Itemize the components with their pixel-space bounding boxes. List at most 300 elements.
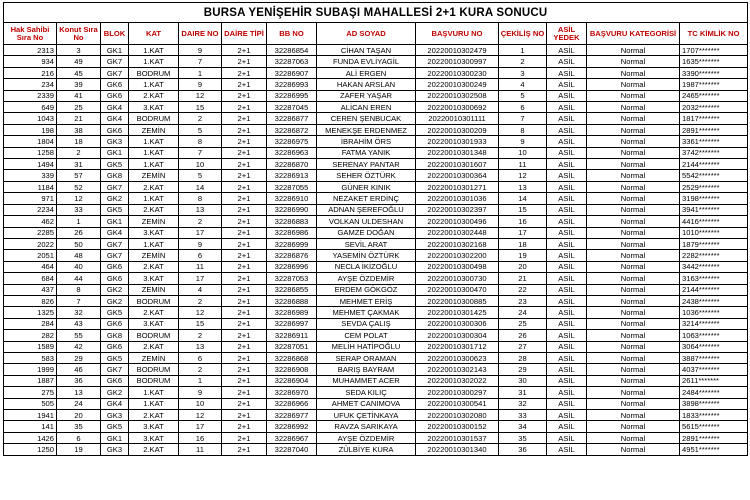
cekilis-no-cell: 25 xyxy=(499,318,547,329)
blok-cell: GK7 xyxy=(101,67,129,78)
sahip-sira-cell: 826 xyxy=(4,295,57,306)
table-row xyxy=(4,79,748,90)
ad-soyad-cell: ERDEM GÖKGÖZ xyxy=(317,284,416,295)
cekilis-no-cell: 15 xyxy=(499,204,547,215)
sahip-sira-cell: 339 xyxy=(4,170,57,181)
tc-kimlik-cell: 2032******* xyxy=(680,102,748,113)
asil-yedek-cell: ASİL xyxy=(547,352,587,363)
tc-kimlik-cell: 3941******* xyxy=(680,204,748,215)
sahip-sira-cell: 141 xyxy=(4,421,57,432)
kat-cell: BODRUM xyxy=(129,67,179,78)
kat-cell: BODRUM xyxy=(129,330,179,341)
sahip-sira-cell: 275 xyxy=(4,387,57,398)
blok-cell: GK8 xyxy=(101,330,129,341)
konut-sira-cell: 26 xyxy=(57,227,101,238)
basvuru-kategorisi-cell: Normal xyxy=(587,387,680,398)
blok-cell: GK2 xyxy=(101,295,129,306)
kat-cell: ZEMİN xyxy=(129,284,179,295)
ad-soyad-cell: NECLA İKİZOĞLU xyxy=(317,261,416,272)
basvuru-no-cell: 20220010302143 xyxy=(416,364,499,375)
asil-yedek-cell: ASİL xyxy=(547,90,587,101)
kat-cell: 3.KAT xyxy=(129,432,179,443)
kat-cell: 2.KAT xyxy=(129,181,179,192)
asil-yedek-cell: ASİL xyxy=(547,193,587,204)
daire-tipi-cell: 2+1 xyxy=(222,170,267,181)
bb-no-cell: 32287053 xyxy=(267,273,317,284)
ad-soyad-cell: RAVZA SARIKAYA xyxy=(317,421,416,432)
asil-yedek-cell: ASİL xyxy=(547,181,587,192)
cekilis-no-cell: 24 xyxy=(499,307,547,318)
blok-cell: GK6 xyxy=(101,341,129,352)
ad-soyad-cell: CEREN ŞENBUCAK xyxy=(317,113,416,124)
table-row xyxy=(4,56,748,67)
daire-no-cell: 1 xyxy=(179,375,222,386)
basvuru-kategorisi-cell: Normal xyxy=(587,284,680,295)
daire-tipi-cell: 2+1 xyxy=(222,113,267,124)
basvuru-kategorisi-cell: Normal xyxy=(587,45,680,56)
daire-no-cell: 14 xyxy=(179,181,222,192)
sahip-sira-cell: 1941 xyxy=(4,410,57,421)
column-header: Hak Sahibi Sıra No xyxy=(4,23,57,45)
basvuru-kategorisi-cell: Normal xyxy=(587,113,680,124)
konut-sira-cell: 18 xyxy=(57,136,101,147)
bb-no-cell: 32286975 xyxy=(267,136,317,147)
kat-cell: BODRUM xyxy=(129,295,179,306)
asil-yedek-cell: ASİL xyxy=(547,261,587,272)
table-row xyxy=(4,387,748,398)
blok-cell: GK6 xyxy=(101,79,129,90)
bb-no-cell: 32287055 xyxy=(267,181,317,192)
cekilis-no-cell: 21 xyxy=(499,273,547,284)
sahip-sira-cell: 2051 xyxy=(4,250,57,261)
daire-no-cell: 4 xyxy=(179,284,222,295)
daire-tipi-cell: 2+1 xyxy=(222,375,267,386)
blok-cell: GK4 xyxy=(101,102,129,113)
asil-yedek-cell: ASİL xyxy=(547,410,587,421)
blok-cell: GK2 xyxy=(101,193,129,204)
blok-cell: GK7 xyxy=(101,56,129,67)
daire-tipi-cell: 2+1 xyxy=(222,273,267,284)
kat-cell: 1.KAT xyxy=(129,79,179,90)
sahip-sira-cell: 2313 xyxy=(4,45,57,56)
basvuru-kategorisi-cell: Normal xyxy=(587,67,680,78)
bb-no-cell: 32286977 xyxy=(267,410,317,421)
konut-sira-cell: 31 xyxy=(57,159,101,170)
asil-yedek-cell: ASİL xyxy=(547,170,587,181)
daire-no-cell: 11 xyxy=(179,261,222,272)
daire-no-cell: 12 xyxy=(179,307,222,318)
asil-yedek-cell: ASİL xyxy=(547,124,587,135)
daire-no-cell: 13 xyxy=(179,204,222,215)
daire-tipi-cell: 2+1 xyxy=(222,136,267,147)
basvuru-kategorisi-cell: Normal xyxy=(587,341,680,352)
ad-soyad-cell: SEDA KILIÇ xyxy=(317,387,416,398)
kat-cell: 2.KAT xyxy=(129,307,179,318)
basvuru-no-cell: 20220010301537 xyxy=(416,432,499,443)
basvuru-kategorisi-cell: Normal xyxy=(587,79,680,90)
tc-kimlik-cell: 1987******* xyxy=(680,79,748,90)
bb-no-cell: 32286967 xyxy=(267,432,317,443)
tc-kimlik-cell: 3887******* xyxy=(680,352,748,363)
table-row xyxy=(4,113,748,124)
kat-cell: 3.KAT xyxy=(129,421,179,432)
cekilis-no-cell: 7 xyxy=(499,113,547,124)
konut-sira-cell: 6 xyxy=(57,432,101,443)
tc-kimlik-cell: 4951******* xyxy=(680,444,748,455)
bb-no-cell: 32287051 xyxy=(267,341,317,352)
ad-soyad-cell: UFUK ÇETİNKAYA xyxy=(317,410,416,421)
asil-yedek-cell: ASİL xyxy=(547,387,587,398)
ad-soyad-cell: SERAP ORAMAN xyxy=(317,352,416,363)
daire-no-cell: 9 xyxy=(179,238,222,249)
blok-cell: GK3 xyxy=(101,410,129,421)
table-row xyxy=(4,444,748,455)
basvuru-kategorisi-cell: Normal xyxy=(587,56,680,67)
table-row xyxy=(4,90,748,101)
tc-kimlik-cell: 2144******* xyxy=(680,284,748,295)
asil-yedek-cell: ASİL xyxy=(547,147,587,158)
basvuru-kategorisi-cell: Normal xyxy=(587,273,680,284)
ad-soyad-cell: ALİCAN EREN xyxy=(317,102,416,113)
tc-kimlik-cell: 4037******* xyxy=(680,364,748,375)
basvuru-kategorisi-cell: Normal xyxy=(587,147,680,158)
sahip-sira-cell: 464 xyxy=(4,261,57,272)
cekilis-no-cell: 28 xyxy=(499,352,547,363)
asil-yedek-cell: ASİL xyxy=(547,113,587,124)
tc-kimlik-cell: 1707******* xyxy=(680,45,748,56)
sahip-sira-cell: 583 xyxy=(4,352,57,363)
ad-soyad-cell: AHMET CANIMOVA xyxy=(317,398,416,409)
table-row xyxy=(4,421,748,432)
blok-cell: GK3 xyxy=(101,444,129,455)
bb-no-cell: 32286904 xyxy=(267,375,317,386)
ad-soyad-cell: GÜNER KINIK xyxy=(317,181,416,192)
table-row xyxy=(4,67,748,78)
tc-kimlik-cell: 2465******* xyxy=(680,90,748,101)
kat-cell: BODRUM xyxy=(129,364,179,375)
blok-cell: GK7 xyxy=(101,250,129,261)
sahip-sira-cell: 1258 xyxy=(4,147,57,158)
kat-cell: 1.KAT xyxy=(129,159,179,170)
basvuru-no-cell: 20220010300541 xyxy=(416,398,499,409)
daire-tipi-cell: 2+1 xyxy=(222,410,267,421)
ad-soyad-cell: MENEKŞE ERDENMEZ xyxy=(317,124,416,135)
blok-cell: GK5 xyxy=(101,352,129,363)
asil-yedek-cell: ASİL xyxy=(547,216,587,227)
cekilis-no-cell: 30 xyxy=(499,375,547,386)
sahip-sira-cell: 282 xyxy=(4,330,57,341)
kat-cell: 2.KAT xyxy=(129,90,179,101)
column-header: DAIRE NO xyxy=(179,23,222,45)
blok-cell: GK4 xyxy=(101,227,129,238)
basvuru-no-cell: 20220010301111 xyxy=(416,113,499,124)
asil-yedek-cell: ASİL xyxy=(547,375,587,386)
tc-kimlik-cell: 1879******* xyxy=(680,238,748,249)
daire-tipi-cell: 2+1 xyxy=(222,204,267,215)
asil-yedek-cell: ASİL xyxy=(547,45,587,56)
blok-cell: GK1 xyxy=(101,147,129,158)
konut-sira-cell: 21 xyxy=(57,113,101,124)
basvuru-no-cell: 20220010301348 xyxy=(416,147,499,158)
konut-sira-cell: 44 xyxy=(57,273,101,284)
sahip-sira-cell: 1494 xyxy=(4,159,57,170)
basvuru-no-cell: 20220010301036 xyxy=(416,193,499,204)
sahip-sira-cell: 2234 xyxy=(4,204,57,215)
daire-no-cell: 17 xyxy=(179,273,222,284)
bb-no-cell: 32286986 xyxy=(267,227,317,238)
daire-tipi-cell: 2+1 xyxy=(222,159,267,170)
bb-no-cell: 32286966 xyxy=(267,398,317,409)
basvuru-no-cell: 20220010302448 xyxy=(416,227,499,238)
sahip-sira-cell: 1043 xyxy=(4,113,57,124)
basvuru-kategorisi-cell: Normal xyxy=(587,364,680,375)
konut-sira-cell: 57 xyxy=(57,170,101,181)
asil-yedek-cell: ASİL xyxy=(547,307,587,318)
basvuru-kategorisi-cell: Normal xyxy=(587,330,680,341)
blok-cell: GK7 xyxy=(101,364,129,375)
daire-tipi-cell: 2+1 xyxy=(222,79,267,90)
blok-cell: GK6 xyxy=(101,273,129,284)
daire-tipi-cell: 2+1 xyxy=(222,102,267,113)
tc-kimlik-cell: 2891******* xyxy=(680,124,748,135)
ad-soyad-cell: HAKAN ARSLAN xyxy=(317,79,416,90)
blok-cell: GK6 xyxy=(101,124,129,135)
basvuru-no-cell: 20220010302397 xyxy=(416,204,499,215)
table-row xyxy=(4,307,748,318)
sahip-sira-cell: 934 xyxy=(4,56,57,67)
daire-no-cell: 6 xyxy=(179,352,222,363)
tc-kimlik-cell: 4416******* xyxy=(680,216,748,227)
blok-cell: GK1 xyxy=(101,432,129,443)
ad-soyad-cell: İBRAHİM ÖRS xyxy=(317,136,416,147)
cekilis-no-cell: 31 xyxy=(499,387,547,398)
konut-sira-cell: 43 xyxy=(57,318,101,329)
table-row xyxy=(4,410,748,421)
daire-no-cell: 9 xyxy=(179,79,222,90)
kat-cell: 1.KAT xyxy=(129,147,179,158)
table-row xyxy=(4,261,748,272)
daire-tipi-cell: 2+1 xyxy=(222,90,267,101)
konut-sira-cell: 36 xyxy=(57,375,101,386)
konut-sira-cell: 2 xyxy=(57,147,101,158)
table-row xyxy=(4,216,748,227)
sahip-sira-cell: 2285 xyxy=(4,227,57,238)
bb-no-cell: 32286996 xyxy=(267,261,317,272)
daire-no-cell: 2 xyxy=(179,364,222,375)
basvuru-no-cell: 20220010302080 xyxy=(416,410,499,421)
table-row xyxy=(4,432,748,443)
daire-no-cell: 10 xyxy=(179,159,222,170)
asil-yedek-cell: ASİL xyxy=(547,273,587,284)
konut-sira-cell: 55 xyxy=(57,330,101,341)
ad-soyad-cell: SEHER ÖZTÜRK xyxy=(317,170,416,181)
konut-sira-cell: 49 xyxy=(57,56,101,67)
basvuru-kategorisi-cell: Normal xyxy=(587,238,680,249)
bb-no-cell: 32286913 xyxy=(267,170,317,181)
ad-soyad-cell: ZAFER YAŞAR xyxy=(317,90,416,101)
kat-cell: 2.KAT xyxy=(129,204,179,215)
tc-kimlik-cell: 3442******* xyxy=(680,261,748,272)
basvuru-no-cell: 20220010300364 xyxy=(416,170,499,181)
bb-no-cell: 32286888 xyxy=(267,295,317,306)
column-header: KAT xyxy=(129,23,179,45)
column-header: TC KİMLİK NO xyxy=(680,23,748,45)
daire-tipi-cell: 2+1 xyxy=(222,432,267,443)
bb-no-cell: 32286911 xyxy=(267,330,317,341)
basvuru-no-cell: 20220010302168 xyxy=(416,238,499,249)
daire-no-cell: 13 xyxy=(179,341,222,352)
daire-tipi-cell: 2+1 xyxy=(222,181,267,192)
basvuru-kategorisi-cell: Normal xyxy=(587,432,680,443)
sahip-sira-cell: 649 xyxy=(4,102,57,113)
ad-soyad-cell: CİHAN TAŞAN xyxy=(317,45,416,56)
column-header: BLOK xyxy=(101,23,129,45)
ad-soyad-cell: SERENAY PANTAR xyxy=(317,159,416,170)
basvuru-no-cell: 20220010300306 xyxy=(416,318,499,329)
table-row xyxy=(4,284,748,295)
asil-yedek-cell: ASİL xyxy=(547,318,587,329)
daire-tipi-cell: 2+1 xyxy=(222,124,267,135)
tc-kimlik-cell: 1010******* xyxy=(680,227,748,238)
basvuru-no-cell: 20220010300997 xyxy=(416,56,499,67)
blok-cell: GK8 xyxy=(101,170,129,181)
basvuru-no-cell: 20220010300885 xyxy=(416,295,499,306)
bb-no-cell: 32286989 xyxy=(267,307,317,318)
tc-kimlik-cell: 5542******* xyxy=(680,170,748,181)
column-header: ASİL YEDEK xyxy=(547,23,587,45)
asil-yedek-cell: ASİL xyxy=(547,227,587,238)
konut-sira-cell: 25 xyxy=(57,102,101,113)
basvuru-no-cell: 20220010300470 xyxy=(416,284,499,295)
basvuru-kategorisi-cell: Normal xyxy=(587,124,680,135)
daire-tipi-cell: 2+1 xyxy=(222,147,267,158)
tc-kimlik-cell: 2438******* xyxy=(680,295,748,306)
konut-sira-cell: 48 xyxy=(57,250,101,261)
daire-no-cell: 16 xyxy=(179,432,222,443)
konut-sira-cell: 45 xyxy=(57,67,101,78)
ad-soyad-cell: VOLKAN ULDESHAN xyxy=(317,216,416,227)
blok-cell: GK2 xyxy=(101,284,129,295)
table-row xyxy=(4,227,748,238)
ad-soyad-cell: MUHAMMET ACER xyxy=(317,375,416,386)
konut-sira-cell: 52 xyxy=(57,181,101,192)
blok-cell: GK7 xyxy=(101,181,129,192)
daire-no-cell: 10 xyxy=(179,398,222,409)
basvuru-no-cell: 20220010300249 xyxy=(416,79,499,90)
bb-no-cell: 32286870 xyxy=(267,159,317,170)
kat-cell: 3.KAT xyxy=(129,318,179,329)
konut-sira-cell: 20 xyxy=(57,410,101,421)
bb-no-cell: 32286868 xyxy=(267,352,317,363)
daire-no-cell: 8 xyxy=(179,136,222,147)
ad-soyad-cell: AYŞE ÖZDEMİR xyxy=(317,273,416,284)
cekilis-no-cell: 34 xyxy=(499,421,547,432)
basvuru-kategorisi-cell: Normal xyxy=(587,398,680,409)
tc-kimlik-cell: 2891******* xyxy=(680,432,748,443)
konut-sira-cell: 19 xyxy=(57,444,101,455)
daire-tipi-cell: 2+1 xyxy=(222,307,267,318)
basvuru-kategorisi-cell: Normal xyxy=(587,250,680,261)
table-row xyxy=(4,250,748,261)
cekilis-no-cell: 17 xyxy=(499,227,547,238)
table-row xyxy=(4,102,748,113)
tc-kimlik-cell: 1063******* xyxy=(680,330,748,341)
asil-yedek-cell: ASİL xyxy=(547,67,587,78)
basvuru-kategorisi-cell: Normal xyxy=(587,227,680,238)
table-row xyxy=(4,352,748,363)
cekilis-no-cell: 8 xyxy=(499,124,547,135)
bb-no-cell: 32286877 xyxy=(267,113,317,124)
basvuru-kategorisi-cell: Normal xyxy=(587,204,680,215)
kat-cell: 1.KAT xyxy=(129,387,179,398)
daire-no-cell: 2 xyxy=(179,113,222,124)
table-row xyxy=(4,147,748,158)
ad-soyad-cell: NEZAKET ERDİNÇ xyxy=(317,193,416,204)
sahip-sira-cell: 1804 xyxy=(4,136,57,147)
daire-no-cell: 15 xyxy=(179,318,222,329)
bb-no-cell: 32287063 xyxy=(267,56,317,67)
asil-yedek-cell: ASİL xyxy=(547,330,587,341)
basvuru-no-cell: 20220010301271 xyxy=(416,181,499,192)
blok-cell: GK5 xyxy=(101,159,129,170)
bb-no-cell: 32286990 xyxy=(267,204,317,215)
cekilis-no-cell: 27 xyxy=(499,341,547,352)
cekilis-no-cell: 32 xyxy=(499,398,547,409)
kat-cell: 1.KAT xyxy=(129,398,179,409)
basvuru-kategorisi-cell: Normal xyxy=(587,90,680,101)
daire-tipi-cell: 2+1 xyxy=(222,318,267,329)
daire-no-cell: 2 xyxy=(179,295,222,306)
blok-cell: GK4 xyxy=(101,113,129,124)
sahip-sira-cell: 234 xyxy=(4,79,57,90)
cekilis-no-cell: 18 xyxy=(499,238,547,249)
basvuru-kategorisi-cell: Normal xyxy=(587,159,680,170)
basvuru-kategorisi-cell: Normal xyxy=(587,421,680,432)
table-row xyxy=(4,181,748,192)
basvuru-no-cell: 20220010301425 xyxy=(416,307,499,318)
sahip-sira-cell: 684 xyxy=(4,273,57,284)
basvuru-no-cell: 20220010301712 xyxy=(416,341,499,352)
tc-kimlik-cell: 1817******* xyxy=(680,113,748,124)
cekilis-no-cell: 36 xyxy=(499,444,547,455)
ad-soyad-cell: SEVDA ÇALIŞ xyxy=(317,318,416,329)
bb-no-cell: 32286995 xyxy=(267,90,317,101)
bb-no-cell: 32287045 xyxy=(267,102,317,113)
kat-cell: ZEMİN xyxy=(129,216,179,227)
basvuru-kategorisi-cell: Normal xyxy=(587,318,680,329)
ad-soyad-cell: YASEMİN ÖZTÜRK xyxy=(317,250,416,261)
basvuru-kategorisi-cell: Normal xyxy=(587,102,680,113)
basvuru-kategorisi-cell: Normal xyxy=(587,295,680,306)
results-sheet xyxy=(3,2,747,456)
sahip-sira-cell: 462 xyxy=(4,216,57,227)
konut-sira-cell: 32 xyxy=(57,307,101,318)
table-row xyxy=(4,204,748,215)
bb-no-cell: 32286855 xyxy=(267,284,317,295)
ad-soyad-cell: CEM POLAT xyxy=(317,330,416,341)
kat-cell: BODRUM xyxy=(129,113,179,124)
daire-no-cell: 6 xyxy=(179,250,222,261)
konut-sira-cell: 39 xyxy=(57,79,101,90)
basvuru-no-cell: 20220010302200 xyxy=(416,250,499,261)
konut-sira-cell: 33 xyxy=(57,204,101,215)
kat-cell: 1.KAT xyxy=(129,136,179,147)
blok-cell: GK6 xyxy=(101,375,129,386)
bb-no-cell: 32286993 xyxy=(267,79,317,90)
asil-yedek-cell: ASİL xyxy=(547,238,587,249)
tc-kimlik-cell: 3163******* xyxy=(680,273,748,284)
bb-no-cell: 32286907 xyxy=(267,67,317,78)
